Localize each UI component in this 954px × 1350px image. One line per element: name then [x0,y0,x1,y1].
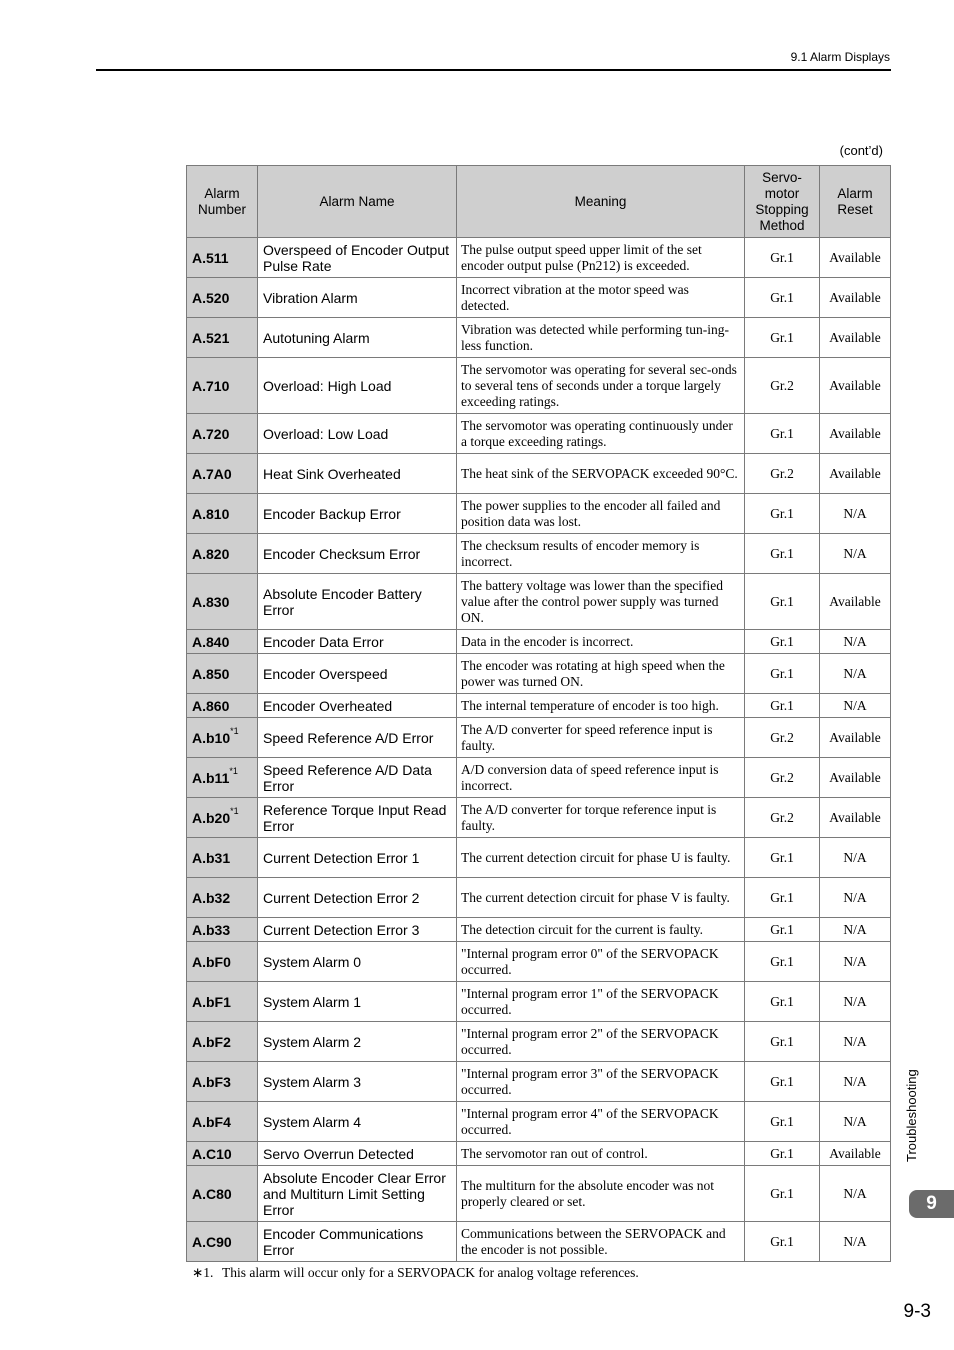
alarm-name: System Alarm 0 [258,942,457,982]
chapter-tab: 9 [909,1190,954,1218]
alarm-name: Current Detection Error 1 [258,838,457,878]
alarm-reset: Available [820,798,891,838]
alarm-name: System Alarm 4 [258,1102,457,1142]
footnote-mark: ∗1. [192,1265,214,1280]
alarm-reset: Available [820,358,891,414]
alarm-number-cell [187,654,258,694]
column-header-stopping-method: Servo-motor Stopping Method [745,166,820,238]
alarm-meaning: The heat sink of the SERVOPACK exceeded 90°C. [457,454,745,494]
alarm-number-cell [187,838,258,878]
alarm-reset: Available [820,318,891,358]
table-row [187,1166,891,1222]
table-row [187,358,891,414]
alarm-reset: Available [820,574,891,630]
alarm-number-cell [187,278,258,318]
alarm-number-cell [187,630,258,654]
stopping-method: Gr.2 [745,758,820,798]
table-row [187,798,891,838]
alarm-name: Overload: High Load [258,358,457,414]
stopping-method: Gr.1 [745,1062,820,1102]
table-row [187,942,891,982]
alarm-reset: N/A [820,918,891,942]
alarm-reset: N/A [820,982,891,1022]
alarm-number-cell [187,454,258,494]
alarm-meaning: The current detection circuit for phase U is faulty. [457,838,745,878]
stopping-method: Gr.1 [745,982,820,1022]
stopping-method: Gr.1 [745,694,820,718]
alarm-reset: N/A [820,494,891,534]
alarm-number-cell [187,1062,258,1102]
alarm-meaning: Vibration was detected while performing tun-ing-less function. [457,318,745,358]
alarm-reset: N/A [820,654,891,694]
alarm-meaning: The internal temperature of encoder is too high. [457,694,745,718]
footnote-text: This alarm will occur only for a SERVOPACK for analog voltage references. [222,1265,639,1280]
alarm-number-cell [187,534,258,574]
table-row [187,1222,891,1262]
stopping-method: Gr.2 [745,358,820,414]
alarm-number: A.850 [192,665,230,682]
alarm-number: A.810 [192,505,230,522]
alarm-reset: N/A [820,1222,891,1262]
alarm-meaning: The current detection circuit for phase V is faulty. [457,878,745,918]
alarm-meaning: The battery voltage was lower than the specified value after the control power supply was turned ON. [457,574,745,630]
alarm-name: Servo Overrun Detected [258,1142,457,1166]
alarm-meaning: The servomotor ran out of control. [457,1142,745,1166]
alarm-meaning: The multiturn for the absolute encoder was not properly cleared or set. [457,1166,745,1222]
alarm-meaning: "Internal program error 2" of the SERVOPACK occurred. [457,1022,745,1062]
alarm-reset: Available [820,278,891,318]
table-row [187,534,891,574]
alarm-number-cell [187,1022,258,1062]
alarm-meaning: "Internal program error 0" of the SERVOPACK occurred. [457,942,745,982]
alarm-meaning: The pulse output speed upper limit of the set encoder output pulse (Pn212) is exceeded. [457,238,745,278]
stopping-method: Gr.2 [745,718,820,758]
alarm-number: A.bF0 [192,953,231,970]
stopping-method: Gr.2 [745,798,820,838]
column-header-alarm-reset: Alarm Reset [820,166,891,238]
table-row [187,454,891,494]
table-row [187,278,891,318]
stopping-method: Gr.1 [745,654,820,694]
alarm-number: A.b11 [192,769,230,786]
stopping-method: Gr.1 [745,574,820,630]
alarm-meaning: The checksum results of encoder memory is incorrect. [457,534,745,574]
table-row [187,574,891,630]
alarm-reset: N/A [820,534,891,574]
alarm-meaning: The A/D converter for speed reference input is faulty. [457,718,745,758]
alarm-name: Encoder Checksum Error [258,534,457,574]
alarm-number-cell [187,358,258,414]
footnote-reference: *1 [229,765,238,776]
alarm-number: A.bF2 [192,1033,231,1050]
table-header-row [187,166,891,238]
stopping-method: Gr.1 [745,494,820,534]
alarm-number-cell [187,942,258,982]
alarm-number-cell [187,1222,258,1262]
table-row [187,494,891,534]
column-header-meaning: Meaning [457,166,745,238]
stopping-method: Gr.1 [745,278,820,318]
alarm-number: A.7A0 [192,465,232,482]
table-row [187,918,891,942]
alarm-number-cell [187,318,258,358]
table-row [187,878,891,918]
alarm-reset: N/A [820,694,891,718]
alarm-number: A.bF4 [192,1113,231,1130]
table-row [187,758,891,798]
stopping-method: Gr.1 [745,318,820,358]
side-section-label: Troubleshooting [904,1069,919,1162]
alarm-meaning: Incorrect vibration at the motor speed was detected. [457,278,745,318]
alarm-meaning: "Internal program error 4" of the SERVOPACK occurred. [457,1102,745,1142]
alarm-meaning: "Internal program error 3" of the SERVOPACK occurred. [457,1062,745,1102]
alarm-number: A.521 [192,329,230,346]
alarm-reset: N/A [820,942,891,982]
alarm-name: Encoder Backup Error [258,494,457,534]
alarm-number: A.bF3 [192,1073,231,1090]
alarm-meaning: The power supplies to the encoder all failed and position data was lost. [457,494,745,534]
alarm-reset: Available [820,758,891,798]
alarm-number: A.720 [192,425,230,442]
alarm-number: A.520 [192,289,230,306]
table-row [187,694,891,718]
alarm-number: A.b20 [192,809,231,826]
alarm-number-cell [187,918,258,942]
contd-label: (cont’d) [839,143,883,158]
alarm-reset: Available [820,718,891,758]
column-header-alarm-number: Alarm Number [187,166,258,238]
stopping-method: Gr.1 [745,630,820,654]
table-row [187,1142,891,1166]
alarm-name: Encoder Communications Error [258,1222,457,1262]
alarm-name: Current Detection Error 2 [258,878,457,918]
alarm-number-cell [187,1166,258,1222]
table-row [187,718,891,758]
table-row [187,982,891,1022]
alarm-number-cell [187,758,258,798]
alarm-number-cell [187,494,258,534]
alarm-name: Overload: Low Load [258,414,457,454]
alarm-number: A.C90 [192,1233,232,1250]
footnote [192,1265,639,1281]
stopping-method: Gr.1 [745,414,820,454]
alarm-reset: N/A [820,838,891,878]
stopping-method: Gr.2 [745,454,820,494]
table-row [187,838,891,878]
alarm-number: A.b10 [192,729,231,746]
alarm-number-cell [187,414,258,454]
alarm-number-cell [187,798,258,838]
alarm-meaning: The servomotor was operating for several sec-onds to several tens of seconds under a torque largely exceeding ratings. [457,358,745,414]
alarm-number: A.820 [192,545,230,562]
footnote-reference: *1 [230,805,239,816]
alarm-name: Current Detection Error 3 [258,918,457,942]
alarm-number-cell [187,878,258,918]
table-row [187,654,891,694]
alarm-number-cell [187,694,258,718]
alarm-number-cell [187,574,258,630]
alarm-name: Overspeed of Encoder Output Pulse Rate [258,238,457,278]
alarm-meaning: Communications between the SERVOPACK and the encoder is not possible. [457,1222,745,1262]
stopping-method: Gr.1 [745,534,820,574]
alarm-reset: N/A [820,1022,891,1062]
alarm-meaning: The A/D converter for torque reference input is faulty. [457,798,745,838]
alarm-name: Encoder Data Error [258,630,457,654]
header-rule [96,69,891,71]
alarm-meaning: Data in the encoder is incorrect. [457,630,745,654]
page-number: 9-3 [903,1301,931,1322]
table-row [187,1102,891,1142]
stopping-method: Gr.1 [745,942,820,982]
table-row [187,1022,891,1062]
alarm-table [186,165,891,1262]
stopping-method: Gr.1 [745,1102,820,1142]
alarm-number: A.b32 [192,889,231,906]
footnote-reference: *1 [230,725,239,736]
alarm-number: A.710 [192,377,230,394]
table-row [187,630,891,654]
stopping-method: Gr.1 [745,238,820,278]
alarm-number: A.b33 [192,921,231,938]
alarm-reset: Available [820,454,891,494]
alarm-number-cell [187,1142,258,1166]
alarm-number: A.C80 [192,1185,232,1202]
alarm-number-cell [187,238,258,278]
alarm-name: System Alarm 1 [258,982,457,1022]
alarm-reset: Available [820,238,891,278]
stopping-method: Gr.1 [745,918,820,942]
alarm-name: Absolute Encoder Battery Error [258,574,457,630]
stopping-method: Gr.1 [745,1142,820,1166]
table-row [187,1062,891,1102]
alarm-number-cell [187,1102,258,1142]
alarm-meaning: The encoder was rotating at high speed when the power was turned ON. [457,654,745,694]
column-header-alarm-name: Alarm Name [258,166,457,238]
alarm-number-cell [187,982,258,1022]
alarm-meaning: A/D conversion data of speed reference input is incorrect. [457,758,745,798]
table-row [187,238,891,278]
alarm-name: Autotuning Alarm [258,318,457,358]
alarm-reset: N/A [820,878,891,918]
alarm-name: Vibration Alarm [258,278,457,318]
alarm-reset: N/A [820,1166,891,1222]
alarm-reset: N/A [820,630,891,654]
alarm-number: A.860 [192,697,230,714]
alarm-name: Absolute Encoder Clear Error and Multiturn Limit Setting Error [258,1166,457,1222]
alarm-name: Encoder Overheated [258,694,457,718]
alarm-reset: N/A [820,1062,891,1102]
table-row [187,318,891,358]
stopping-method: Gr.1 [745,1166,820,1222]
alarm-name: Heat Sink Overheated [258,454,457,494]
stopping-method: Gr.1 [745,878,820,918]
alarm-number: A.840 [192,633,230,650]
alarm-meaning: The servomotor was operating continuously under a torque exceeding ratings. [457,414,745,454]
stopping-method: Gr.1 [745,1222,820,1262]
alarm-number: A.C10 [192,1145,232,1162]
alarm-meaning: "Internal program error 1" of the SERVOPACK occurred. [457,982,745,1022]
alarm-reset: Available [820,414,891,454]
alarm-reset: N/A [820,1102,891,1142]
alarm-number: A.511 [192,249,229,266]
alarm-number-cell [187,718,258,758]
alarm-number: A.bF1 [192,993,231,1010]
stopping-method: Gr.1 [745,1022,820,1062]
alarm-name: Speed Reference A/D Error [258,718,457,758]
alarm-meaning: The detection circuit for the current is faulty. [457,918,745,942]
alarm-number: A.b31 [192,849,231,866]
alarm-name: Speed Reference A/D Data Error [258,758,457,798]
alarm-name: Encoder Overspeed [258,654,457,694]
alarm-reset: Available [820,1142,891,1166]
table-row [187,414,891,454]
alarm-name: System Alarm 2 [258,1022,457,1062]
alarm-name: System Alarm 3 [258,1062,457,1102]
header-section-title: 9.1 Alarm Displays [790,50,890,64]
alarm-number: A.830 [192,593,230,610]
stopping-method: Gr.1 [745,838,820,878]
alarm-name: Reference Torque Input Read Error [258,798,457,838]
